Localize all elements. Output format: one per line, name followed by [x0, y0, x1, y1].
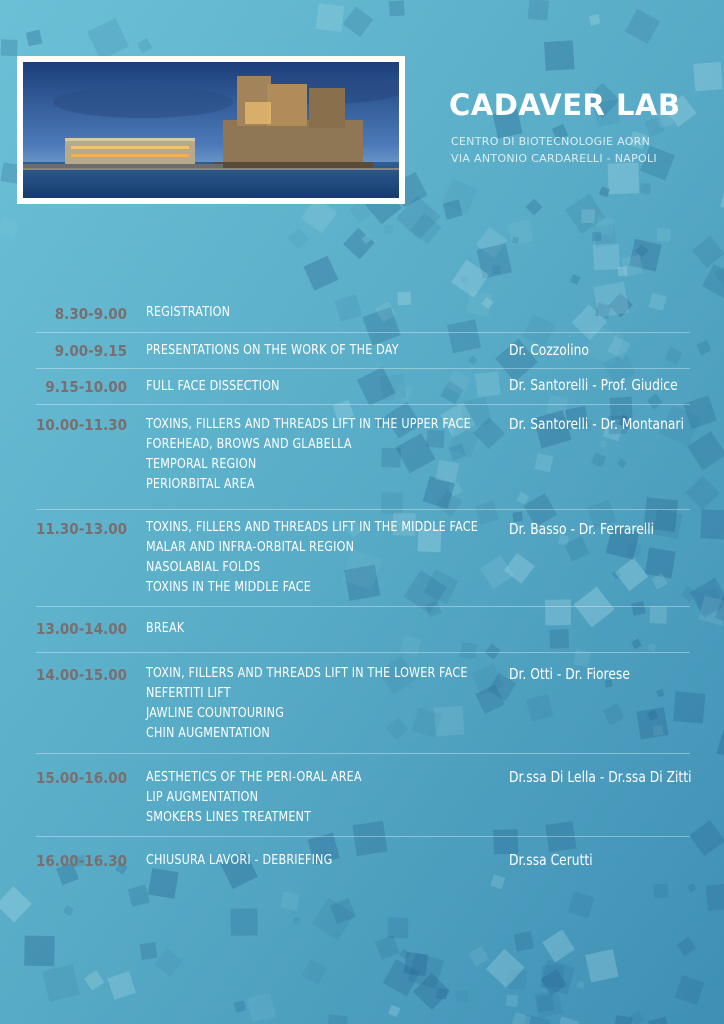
speaker: Dr.ssa Di Lella - Dr.ssa Di Zitti	[509, 768, 692, 786]
speaker: Dr. Otti - Dr. Fiorese	[509, 665, 630, 683]
activity: FULL FACE DISSECTION	[146, 379, 280, 394]
activity: CHIUSURA LAVORI - DEBRIEFING	[146, 853, 333, 868]
activity: FOREHEAD, BROWS AND GLABELLA	[146, 437, 352, 452]
activity: REGISTRATION	[146, 305, 231, 320]
activity: TEMPORAL REGION	[146, 457, 257, 472]
speaker: Dr. Santorelli - Dr. Montanari	[509, 415, 684, 433]
venue-name: CENTRO DI BIOTECNOLOGIE AORN	[451, 135, 651, 148]
row-divider	[36, 753, 690, 754]
activity: TOXINS IN THE MIDDLE FACE	[146, 580, 311, 595]
time-slot: 10.00-11.30	[36, 416, 127, 434]
activity: PERIORBITAL AREA	[146, 477, 255, 492]
time-slot: 15.00-16.00	[36, 769, 127, 787]
activity: SMOKERS LINES TREATMENT	[146, 810, 312, 825]
row-divider	[36, 652, 690, 653]
activity: CHIN AUGMENTATION	[146, 726, 270, 741]
speaker: Dr. Basso - Dr. Ferrarelli	[509, 520, 655, 538]
time-slot: 9.15-10.00	[45, 378, 127, 396]
speaker: Dr. Cozzolino	[509, 341, 589, 359]
row-divider	[36, 404, 690, 405]
activity: BREAK	[146, 621, 185, 636]
row-divider	[36, 332, 690, 333]
activity: NASOLABIAL FOLDS	[146, 560, 261, 575]
activity: TOXINS, FILLERS AND THREADS LIFT IN THE MIDDLE FACE	[146, 520, 478, 535]
activity: AESTHETICS OF THE PERI-ORAL AREA	[146, 770, 362, 785]
activity: PRESENTATIONS ON THE WORK OF THE DAY	[146, 343, 399, 358]
speaker: Dr.ssa Cerutti	[509, 851, 593, 869]
time-slot: 8.30-9.00	[54, 305, 127, 323]
time-slot: 13.00-14.00	[36, 620, 127, 638]
speaker: Dr. Santorelli - Prof. Giudice	[509, 376, 678, 394]
page-title: CADAVER LAB	[449, 88, 681, 122]
activity: LIP AUGMENTATION	[146, 790, 259, 805]
activity: NEFERTITI LIFT	[146, 686, 231, 701]
row-divider	[36, 509, 690, 510]
activity: JAWLINE COUNTOURING	[146, 706, 285, 721]
row-divider	[36, 836, 690, 837]
venue-street: VIA ANTONIO CARDARELLI - NAPOLI	[451, 152, 657, 165]
row-divider	[36, 606, 690, 607]
time-slot: 14.00-15.00	[36, 666, 127, 684]
row-divider	[36, 368, 690, 369]
time-slot: 16.00-16.30	[36, 852, 127, 870]
activity: TOXIN, FILLERS AND THREADS LIFT IN THE LOWER FACE	[146, 666, 468, 681]
time-slot: 9.00-9.15	[54, 342, 127, 360]
activity: MALAR AND INFRA-ORBITAL REGION	[146, 540, 355, 555]
time-slot: 11.30-13.00	[36, 520, 127, 538]
activity: TOXINS, FILLERS AND THREADS LIFT IN THE UPPER FACE	[146, 417, 471, 432]
